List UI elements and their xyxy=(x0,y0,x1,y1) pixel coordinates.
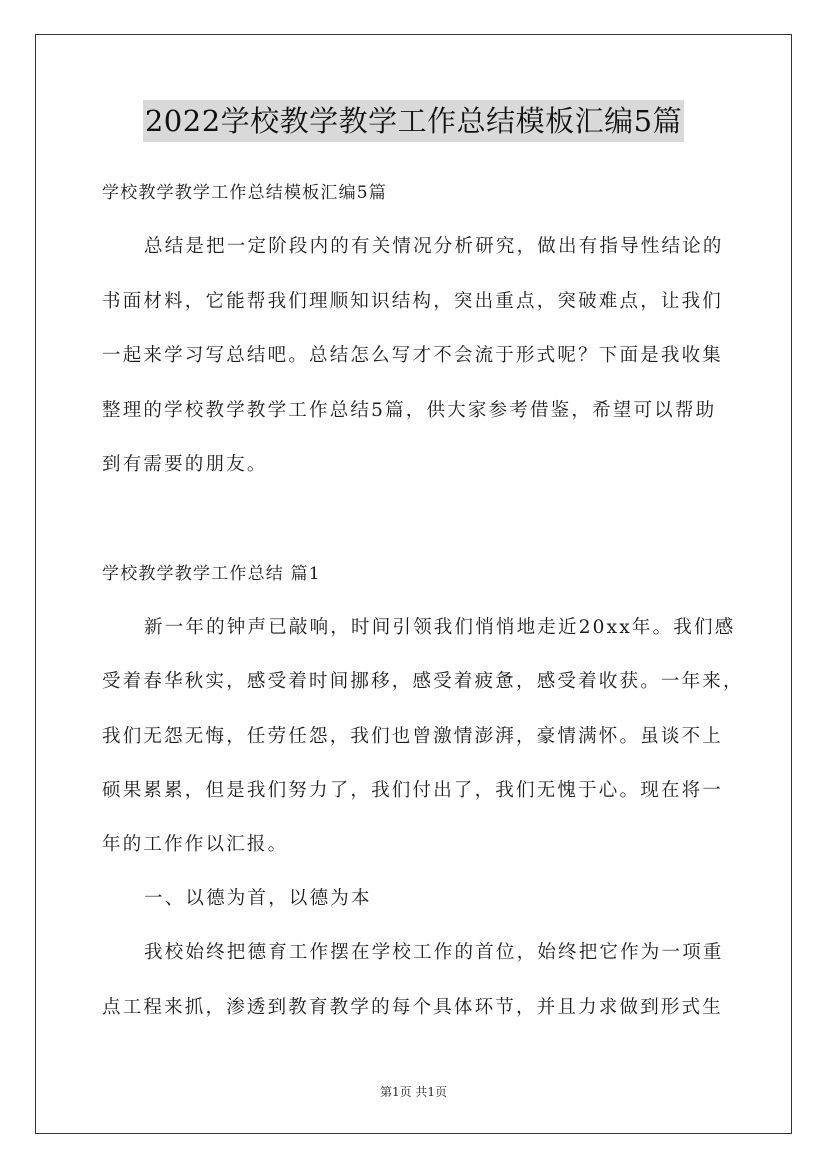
section-line: 新一年的钟声已敲响，时间引领我们悄悄地走近20xx年。我们感 xyxy=(144,617,736,638)
section-heading: 学校教学教学工作总结 篇1 xyxy=(102,564,321,584)
point-heading: 一、以德为首，以德为本 xyxy=(144,888,372,909)
point-line: 点工程来抓，渗透到教育教学的每个具体环节，并且力求做到形式生 xyxy=(102,997,724,1018)
section-line: 年的工作作以汇报。 xyxy=(102,834,289,855)
section-line: 我们无怨无悔，任劳任怨，我们也曾激情澎湃，豪情满怀。虽谈不上 xyxy=(102,726,724,747)
intro-line: 到有需要的朋友。 xyxy=(102,454,268,475)
section-line: 受着春华秋实，感受着时间挪移，感受着疲惫，感受着收获。一年来， xyxy=(102,671,744,692)
section-line: 硕果累累，但是我们努力了，我们付出了，我们无愧于心。现在将一 xyxy=(102,780,724,801)
title-container xyxy=(0,100,827,142)
document-subtitle: 学校教学教学工作总结模板汇编5篇 xyxy=(102,183,388,203)
intro-line: 书面材料，它能帮我们理顺知识结构，突出重点，突破难点，让我们 xyxy=(102,291,724,312)
intro-line: 总结是把一定阶段内的有关情况分析研究，做出有指导性结论的 xyxy=(144,236,724,257)
intro-line: 整理的学校教学教学工作总结5篇，供大家参考借鉴，希望可以帮助 xyxy=(102,400,717,421)
page-footer: 第1页 共1页 xyxy=(379,1085,448,1099)
point-line: 我校始终把德育工作摆在学校工作的首位，始终把它作为一项重 xyxy=(144,942,724,963)
intro-line: 一起来学习写总结吧。总结怎么写才不会流于形式呢？下面是我收集 xyxy=(102,345,724,366)
document-title: 2022学校教学教学工作总结模板汇编5篇 xyxy=(143,100,684,142)
